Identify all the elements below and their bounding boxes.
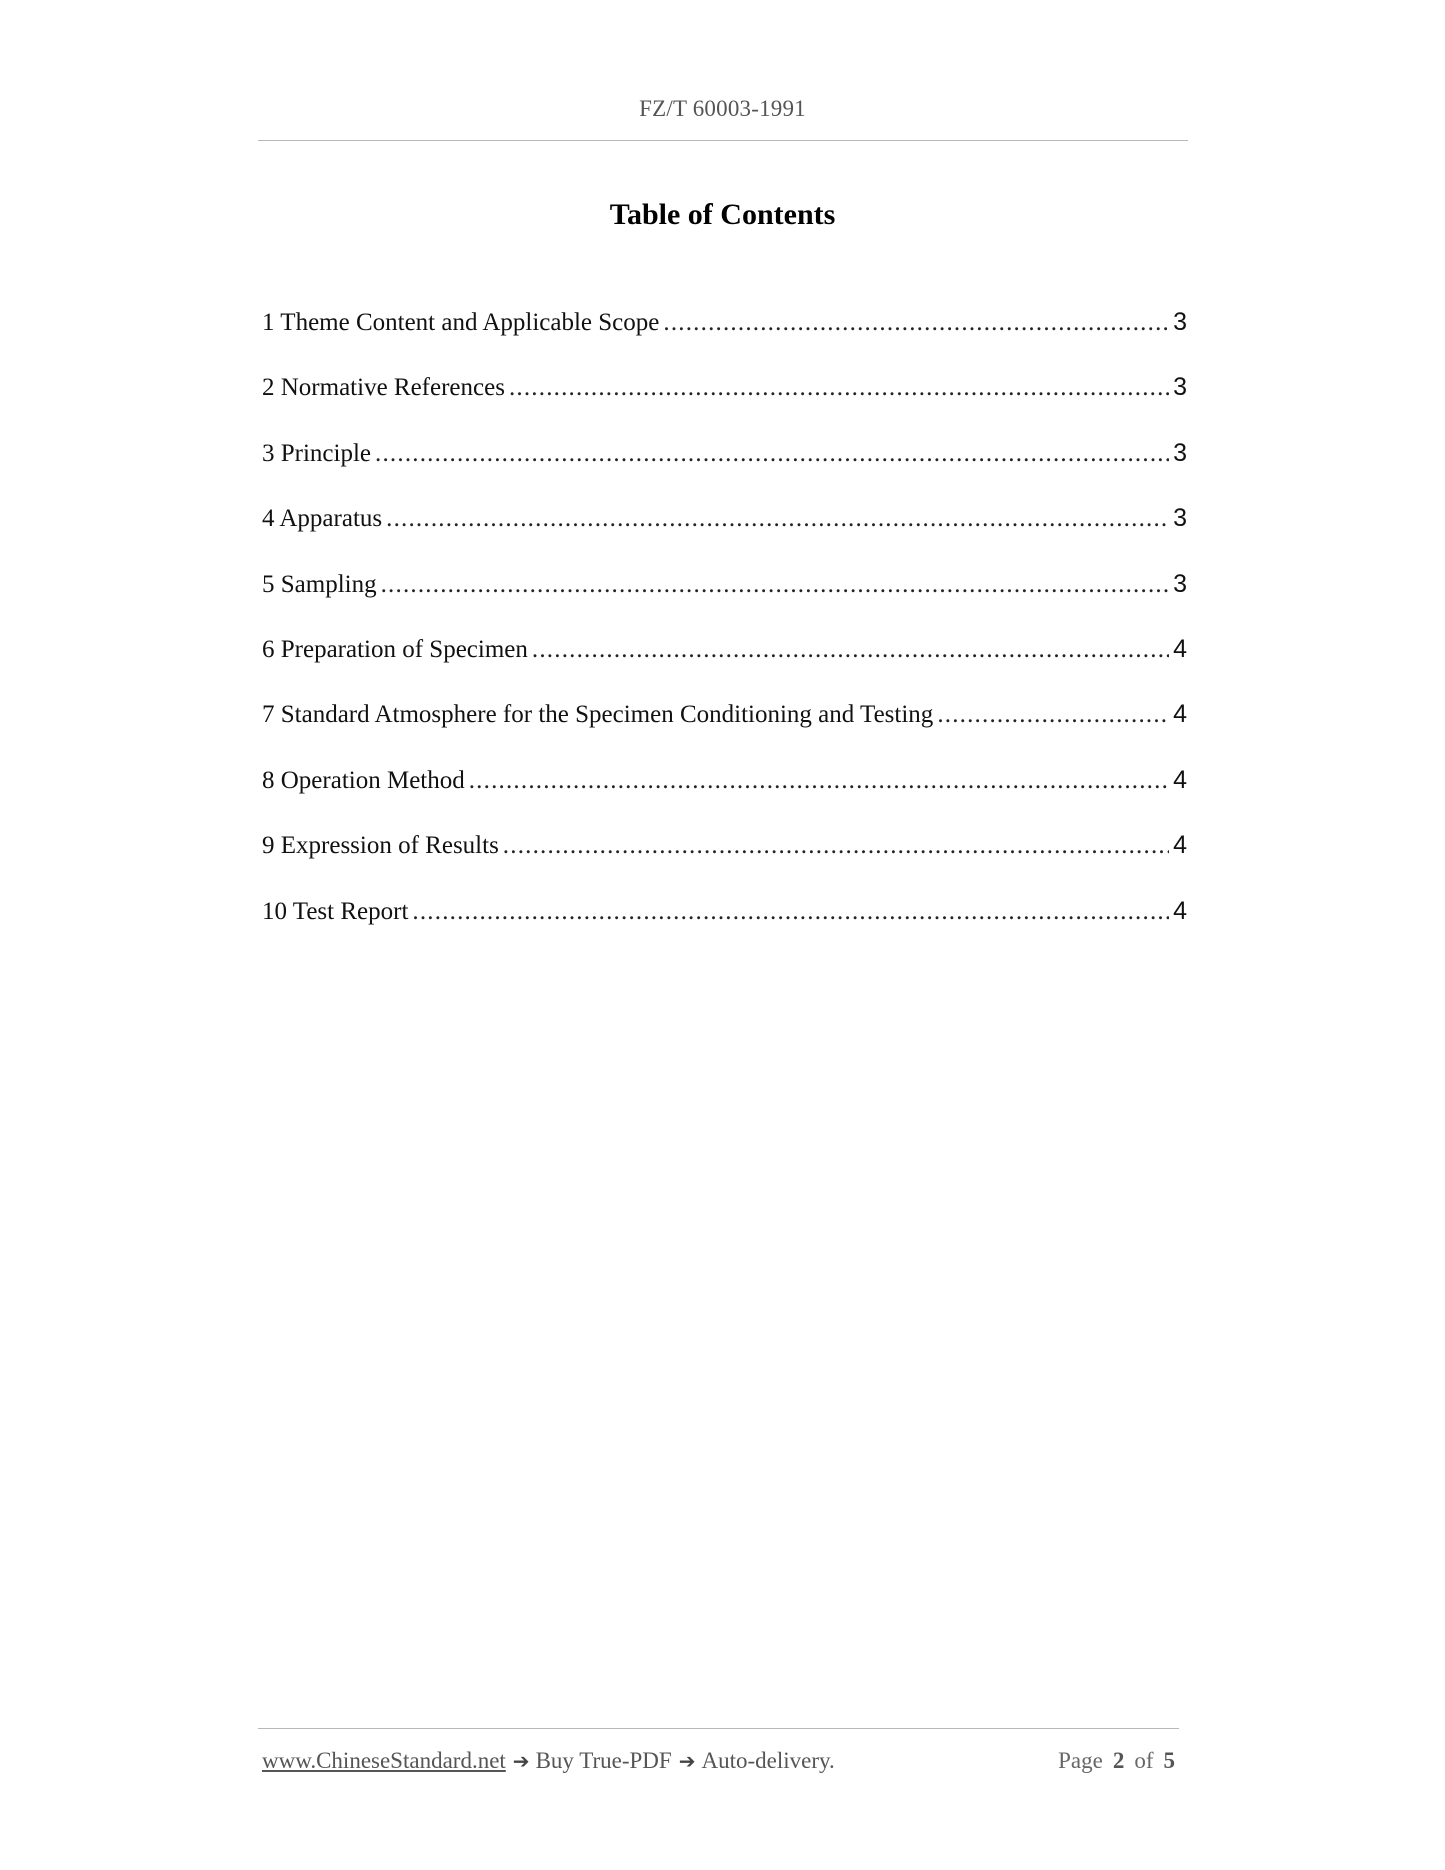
dot-leader: [503, 832, 1169, 860]
toc-entry-label: 5 Sampling: [262, 570, 377, 598]
toc-entry-theme-content[interactable]: [262, 308, 1187, 373]
toc-entry-page: 3: [1173, 504, 1187, 533]
toc-entry-expression-of-results[interactable]: [262, 831, 1187, 896]
toc-entry-page: 3: [1173, 569, 1187, 598]
dot-leader: [532, 636, 1169, 664]
dot-leader: [469, 767, 1169, 795]
toc-entry-page: 3: [1173, 373, 1187, 402]
toc-entry-label: 1 Theme Content and Applicable Scope: [262, 309, 660, 336]
page-indicator: [1058, 1748, 1175, 1774]
toc-title: Table of Contents: [609, 198, 836, 231]
toc-entry-apparatus[interactable]: [262, 504, 1187, 569]
toc-entry-page: 3: [1173, 308, 1187, 336]
dot-leader: [386, 505, 1169, 533]
total-page-number: 5: [1163, 1748, 1175, 1773]
toc-entry-page: 3: [1173, 438, 1187, 467]
toc-list: [262, 308, 1187, 962]
toc-entry-page: 4: [1173, 765, 1187, 794]
dot-leader: [381, 571, 1169, 599]
toc-entry-principle[interactable]: [262, 439, 1187, 504]
toc-entry-page: 4: [1173, 896, 1187, 925]
toc-entry-label: 10 Test Report: [262, 897, 409, 925]
page-word: Page: [1058, 1748, 1103, 1773]
of-word: of: [1134, 1748, 1154, 1773]
buy-true-pdf-text: Buy True-PDF: [535, 1748, 672, 1773]
toc-entry-sampling[interactable]: [262, 570, 1187, 635]
toc-entry-label: 4 Apparatus: [262, 505, 383, 533]
footer-promo: [262, 1748, 835, 1774]
toc-entry-standard-atmosphere[interactable]: [262, 700, 1187, 765]
toc-entry-page: 4: [1173, 700, 1187, 729]
dot-leader: [509, 374, 1169, 402]
toc-entry-label: 3 Principle: [262, 439, 372, 467]
toc-entry-label: 8 Operation Method: [262, 766, 465, 794]
document-code-header: FZ/T 60003-1991: [639, 96, 806, 121]
toc-entry-operation-method[interactable]: [262, 766, 1187, 831]
toc-entry-label: 9 Expression of Results: [262, 832, 499, 860]
dot-leader: [412, 898, 1169, 926]
auto-delivery-text: Auto-delivery.: [701, 1748, 835, 1773]
website-link[interactable]: www.ChineseStandard.net: [262, 1748, 506, 1773]
toc-entry-label: 2 Normative References: [262, 374, 505, 402]
toc-entry-test-report[interactable]: [262, 897, 1187, 962]
toc-entry-normative-references[interactable]: [262, 373, 1187, 438]
toc-entry-page: 4: [1173, 831, 1187, 860]
current-page-number: 2: [1112, 1748, 1125, 1773]
toc-entry-preparation-of-specimen[interactable]: [262, 635, 1187, 700]
toc-entry-page: 4: [1173, 634, 1187, 663]
toc-entry-label: 6 Preparation of Specimen: [262, 635, 528, 663]
footer-divider: [258, 1728, 1179, 1729]
toc-entry-label: 7 Standard Atmosphere for the Specimen Conditioning and Testing: [262, 701, 934, 729]
dot-leader: [663, 309, 1169, 337]
right-arrow-icon: ➔: [512, 1749, 530, 1773]
dot-leader: [937, 701, 1169, 729]
dot-leader: [375, 440, 1169, 468]
right-arrow-icon: ➔: [678, 1749, 696, 1773]
header-divider: [258, 140, 1188, 141]
